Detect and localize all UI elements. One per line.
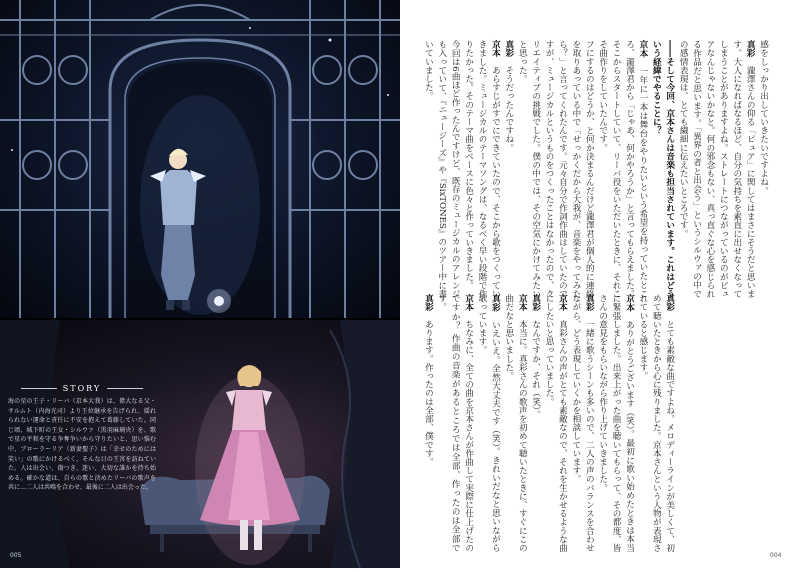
paragraph-text: いえいえ。全然大丈夫です（笑）。きれいだなと思いながら歌っています。 bbox=[477, 294, 501, 552]
speaker-name: 真彩 bbox=[490, 294, 501, 321]
speaker-name: 京本 bbox=[637, 40, 648, 67]
paragraph-text: フにするのはどうか、と何か決まるんだけど瀧澤君が個人的に連絡を取りあっている中で「せっかくだから大我が、音楽をやってみたら？」と言ってくれたんです。元々自分で作詞作曲はしていたのですが、ミュージカルというものをつくったことはなかったので、クリエイティブの挑戦でした。僕の中では、その空気にかけてみたいと思った。 bbox=[517, 40, 595, 298]
story-title bbox=[8, 384, 156, 393]
paragraph-text: 瀧澤さんの仰る「ピュア」に関してはまさにそうだと思います。大人になればなるほど、自分の気持ちを素直に出せなくなってしまうことがありますよね。ストレートにつながっているのがピュアなんじゃないかなと。何の邪念もない、真っ直ぐな心を感じられる作品だと思います。「異界の者と出会う」というシルウァの中での感情表現は、とても繊細に伝えたいところです。 bbox=[678, 40, 756, 299]
interview-bottom-text bbox=[421, 294, 676, 552]
top_block-paragraph bbox=[515, 40, 595, 298]
paragraph-text: 真彩さんの声がとても素敵なので、それを生かせるような曲にしたいと思っていました。 bbox=[544, 294, 568, 553]
speaker-name: 真彩 bbox=[503, 40, 514, 66]
bottom_block-paragraph bbox=[528, 294, 541, 552]
story-text: 海の星の王子・リーバ（京本大我）は、偉大なる父・サルムト（内海光司）より王位継承を告げられ、揺れられない運命と責任に不安を抱えて葛藤していた。同じ頃、城下町の王女・シルウァ（黒羽麻璃央）を、歌で星の平和を守る争奪争いから守りたいと、思い悩む中、ブローラーリア（新妻聖子）は「幸せのためには笑い」の歌にかけるべく、そんな日の王宮を訪ねていた。人は出会い、傷つき、迷い、大切な誰かを持ち始める。確かな道は、自らの歌と決めたリーバの歌声を共に…二人は共鳴を合わせ、最後に二人は出会った。 bbox=[8, 398, 156, 492]
interview-top-block bbox=[421, 40, 767, 298]
top_block-paragraph bbox=[595, 40, 649, 298]
bottom_block-paragraph bbox=[636, 294, 676, 552]
top_block-paragraph bbox=[649, 40, 676, 298]
speaker-name: 真彩 bbox=[745, 40, 756, 66]
story-box bbox=[8, 384, 156, 544]
paragraph-text: とても素敵な曲ですよね。メロディーラインが美しくて、初めて聴いたときから心に残りました。京本さんという人物が表現されていると感じます。 bbox=[637, 294, 675, 553]
paragraph-text: そうだったんですね。 bbox=[503, 65, 514, 152]
page-number-right: 004 bbox=[770, 552, 782, 559]
paragraph-text: ちなみに、全ての曲を京本さんが作曲して実際に仕上げたのですか？ 作曲の音楽があるところでは全部、作ったのは全部です。 bbox=[436, 294, 474, 553]
story-title-label: STORY bbox=[62, 384, 102, 393]
paragraph-text: 感をしっかり出していきたいですよね。 bbox=[758, 40, 769, 195]
paragraph-text: 一年に一本は舞台をやりたいという希望を持っていたところ、瀧澤君から「じゃあ、何かやろうか」と言ってもらえました。そこからスタートしていて、リーバ役をいただいたときに、それこそ曲作りをしていたんです。 bbox=[597, 40, 648, 298]
bottom_block-paragraph bbox=[501, 294, 528, 552]
top_block-paragraph bbox=[421, 40, 461, 298]
top_block-paragraph bbox=[501, 40, 514, 298]
speaker-name: 真彩 bbox=[664, 294, 675, 320]
top_block-paragraph bbox=[676, 40, 756, 298]
paragraph-text: ありがとうございます（笑）。最初に歌い始めたときは本当に緊張しました。出来上がった曲を聴いてもらって、その都度、皆さんの意見をもらいながら作り上げていきました。 bbox=[597, 294, 635, 552]
speaker-name: 京本 bbox=[624, 294, 635, 321]
paragraph-text: なんですか、それ（笑）。 bbox=[530, 319, 541, 419]
paragraph-text: 本当に。真彩さんの歌声を初めて聴いたときに、すぐにこの曲だなと思いました。 bbox=[503, 294, 528, 553]
bottom_block-paragraph bbox=[421, 294, 434, 552]
paragraph-text: あらすじがすでにできていたので、そこから歌をつくっていきました。ミュージカルのテーマソングは、なるべく早い段階で作りたかった。そのテーマ曲をベースに色々と作っていきました。 bbox=[463, 40, 501, 299]
speaker-name: 真彩 bbox=[584, 294, 595, 320]
top_block-paragraph bbox=[461, 40, 501, 298]
interview-top-text bbox=[421, 40, 770, 298]
paragraph-text: ――そして今回、京本さんは音楽も担当されています。これはどういう経緯でやることに？ bbox=[651, 40, 675, 298]
left-page bbox=[0, 0, 400, 568]
paragraph-text: 今回は6曲ほど作ったんですけど、既存のミュージカルのアレンジも入っていて、『ニュージーズ』や『SixTONES』のツアー中に書いていました。 bbox=[423, 40, 461, 298]
top_block-paragraph bbox=[756, 40, 769, 298]
story-title-rule-left bbox=[21, 388, 57, 389]
story-title-rule-right bbox=[107, 388, 143, 389]
speaker-name: 真彩 bbox=[423, 294, 434, 320]
bottom_block-paragraph bbox=[475, 294, 502, 552]
bottom_block-paragraph bbox=[568, 294, 595, 552]
bottom_block-paragraph bbox=[542, 294, 569, 552]
bottom_block-paragraph bbox=[434, 294, 474, 552]
paragraph-text: 一緒に歌うシーンも多いので、二人の声のバランスを合わせながら、どう表現していくかを相談しています。 bbox=[570, 294, 595, 553]
paragraph-text: あります。作ったのは全部、僕です。 bbox=[423, 319, 434, 467]
speaker-name: 京本 bbox=[463, 294, 474, 320]
bottom_block-paragraph bbox=[595, 294, 635, 552]
page-number-left: 005 bbox=[10, 552, 22, 559]
speaker-name: 京本 bbox=[557, 294, 568, 320]
speaker-name: 真彩 bbox=[530, 294, 541, 320]
speaker-name: 京本 bbox=[517, 294, 528, 320]
interview-bottom-block bbox=[421, 294, 767, 552]
stage-photo-prince bbox=[0, 0, 400, 318]
stage-set-graphic bbox=[0, 0, 400, 318]
speaker-name: 京本 bbox=[490, 40, 501, 66]
